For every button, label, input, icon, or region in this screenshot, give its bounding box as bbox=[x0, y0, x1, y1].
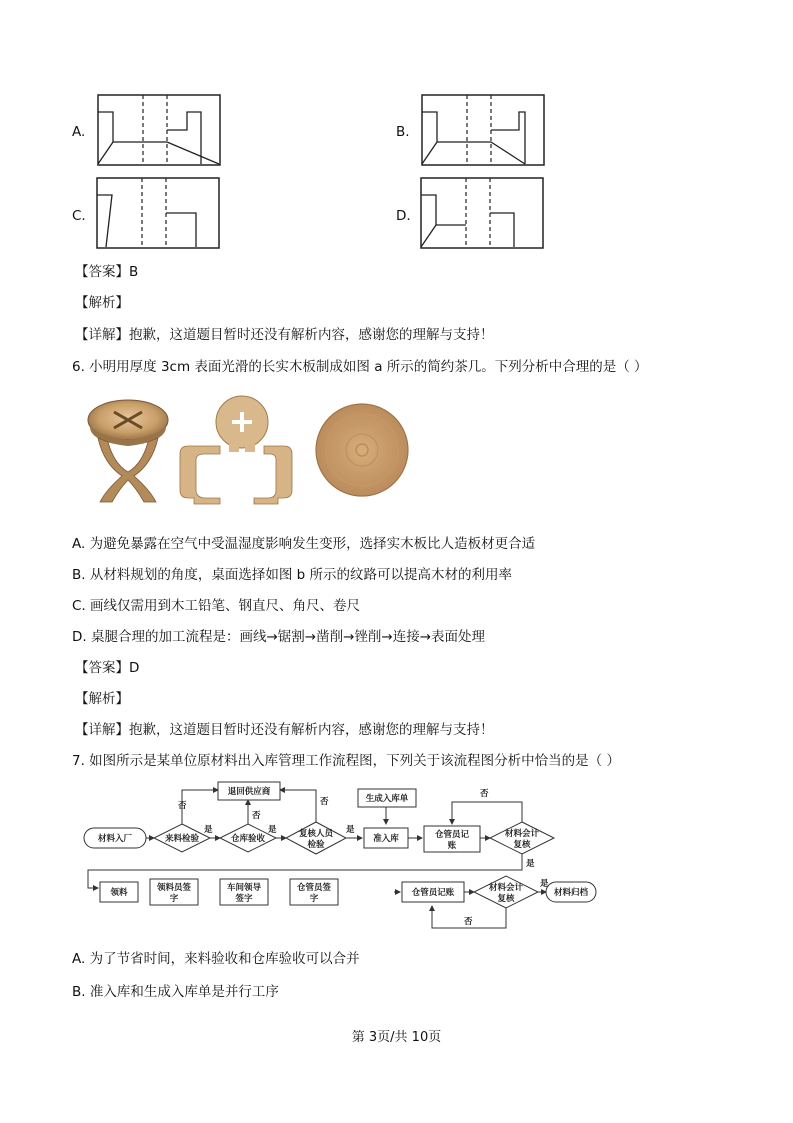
option-a-label: A. bbox=[72, 124, 86, 140]
svg-text:是: 是 bbox=[204, 825, 213, 835]
q6-answer: 【答案】D bbox=[75, 660, 140, 676]
svg-text:复核: 复核 bbox=[513, 840, 531, 850]
svg-text:否: 否 bbox=[178, 801, 187, 811]
option-b-figure bbox=[421, 94, 545, 166]
q6-option-a: A. 为避免暴露在空气中受温湿度影响发生变形，选择实木板比人造板材更合适 bbox=[72, 536, 536, 552]
svg-text:是: 是 bbox=[346, 825, 355, 835]
svg-text:字: 字 bbox=[169, 894, 179, 904]
svg-text:仓库验收: 仓库验收 bbox=[230, 834, 266, 844]
svg-text:否: 否 bbox=[464, 917, 473, 927]
q7-stem: 7. 如图所示是某单位原材料出入库管理工作流程图，下列关于该流程图分析中恰当的是（ ） bbox=[72, 753, 620, 769]
wood-grain-image bbox=[316, 404, 408, 496]
option-d-label: D. bbox=[396, 208, 411, 224]
q6-analysis-label: 【解析】 bbox=[75, 691, 129, 707]
q6-option-d: D. 桌腿合理的加工流程是：画线→锯割→凿削→锉削→连接→表面处理 bbox=[72, 629, 486, 645]
svg-text:否: 否 bbox=[252, 811, 261, 821]
svg-text:仓管员记: 仓管员记 bbox=[434, 830, 470, 840]
option-c-figure bbox=[96, 177, 220, 249]
svg-text:材料会计: 材料会计 bbox=[504, 829, 540, 839]
svg-text:是: 是 bbox=[540, 879, 549, 889]
option-c-label: C. bbox=[72, 208, 86, 224]
svg-text:仓管员记账: 仓管员记账 bbox=[411, 888, 455, 898]
svg-text:账: 账 bbox=[447, 841, 457, 851]
svg-text:检验: 检验 bbox=[307, 840, 325, 850]
q5-analysis-label: 【解析】 bbox=[75, 295, 129, 311]
svg-text:签字: 签字 bbox=[235, 894, 253, 904]
svg-text:来料检验: 来料检验 bbox=[164, 834, 200, 844]
option-a-figure bbox=[97, 94, 221, 166]
q6-option-b: B. 从材料规划的角度，桌面选择如图 b 所示的纹路可以提高木材的利用率 bbox=[72, 567, 512, 583]
svg-text:复核人员: 复核人员 bbox=[298, 829, 334, 839]
q6-option-c: C. 画线仅需用到木工铅笔、钢直尺、角尺、卷尺 bbox=[72, 598, 361, 614]
q7-flowchart bbox=[80, 778, 600, 934]
parts-image bbox=[180, 396, 292, 504]
svg-text:否: 否 bbox=[480, 789, 489, 799]
svg-text:领料员签: 领料员签 bbox=[156, 883, 192, 893]
q7-option-b: B. 准入库和生成入库单是并行工序 bbox=[72, 984, 279, 1000]
q6-detail: 【详解】抱歉，这道题目暂时还没有解析内容，感谢您的理解与支持！ bbox=[75, 722, 494, 738]
svg-text:字: 字 bbox=[309, 894, 319, 904]
assembled-table-image bbox=[88, 400, 168, 502]
option-d-figure bbox=[420, 177, 544, 249]
svg-text:材料归档: 材料归档 bbox=[553, 888, 589, 898]
svg-text:生成入库单: 生成入库单 bbox=[365, 794, 409, 804]
svg-text:否: 否 bbox=[320, 797, 329, 807]
q6-table-images bbox=[84, 394, 410, 506]
svg-text:车间领导: 车间领导 bbox=[226, 883, 262, 893]
q5-answer: 【答案】B bbox=[75, 264, 139, 280]
svg-text:材料入厂: 材料入厂 bbox=[97, 834, 133, 844]
svg-text:仓管员签: 仓管员签 bbox=[296, 883, 332, 893]
option-b-label: B. bbox=[396, 124, 410, 140]
svg-text:材料会计: 材料会计 bbox=[488, 883, 524, 893]
q6-stem: 6. 小明用厚度 3cm 表面光滑的长实木板制成如图 a 所示的简约茶几。下列分析中合理的是（ ） bbox=[72, 359, 648, 375]
q5-detail: 【详解】抱歉，这道题目暂时还没有解析内容，感谢您的理解与支持！ bbox=[75, 327, 494, 343]
svg-text:准入库: 准入库 bbox=[373, 834, 399, 844]
page-footer: 第 3页/共 10页 bbox=[351, 1030, 442, 1045]
svg-text:是: 是 bbox=[268, 825, 277, 835]
svg-text:退回供应商: 退回供应商 bbox=[227, 787, 271, 797]
q7-option-a: A. 为了节省时间，来料验收和仓库验收可以合并 bbox=[72, 951, 360, 967]
svg-text:领料: 领料 bbox=[110, 888, 128, 898]
svg-text:复核: 复核 bbox=[497, 894, 515, 904]
svg-text:是: 是 bbox=[526, 859, 535, 869]
